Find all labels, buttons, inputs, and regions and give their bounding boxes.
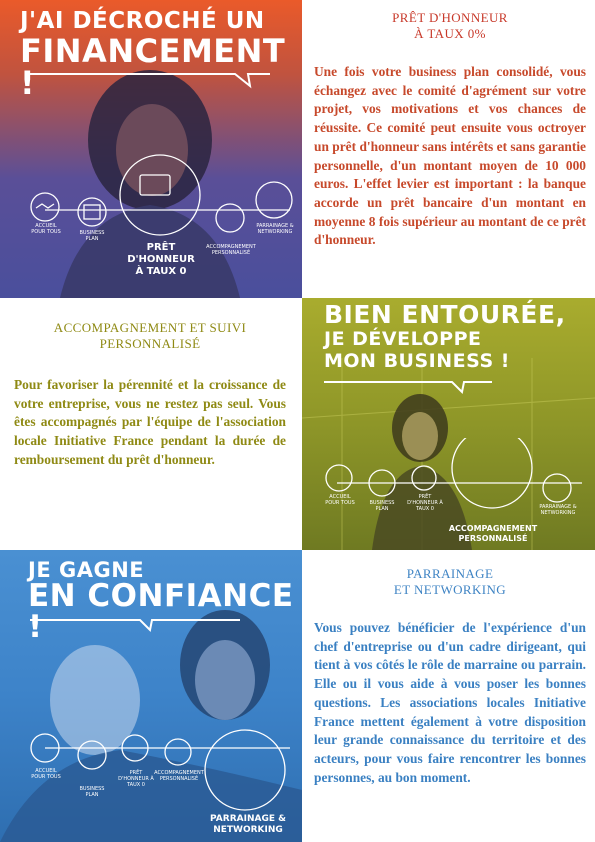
icon-label-parrainage: PARRAINAGE & NETWORKING bbox=[256, 223, 294, 235]
accompagnement-section bbox=[14, 320, 286, 470]
icon-label-business: BUSINESS PLAN bbox=[79, 230, 105, 242]
pret-honneur-section bbox=[314, 10, 586, 250]
section1-title-line2: À TAUX 0% bbox=[414, 26, 486, 41]
speech-bubble-line bbox=[0, 612, 302, 642]
icon-label-pret: PRÊT D'HONNEUR À TAUX 0 bbox=[407, 494, 443, 512]
icon-label-accueil: ACCUEIL POUR TOUS bbox=[31, 768, 61, 780]
icon-label-parrainage: PARRAINAGE & NETWORKING bbox=[539, 504, 577, 516]
panel1-headline-line2: FINANCEMENT ! bbox=[20, 32, 286, 102]
icon-label-accompagnement: ACCOMPAGNEMENT PERSONNALISÉ bbox=[154, 770, 204, 782]
speech-bubble-line bbox=[302, 374, 595, 404]
panel3-headline-line1: JE GAGNE bbox=[28, 558, 145, 582]
icon-label-pret: PRÊT D'HONNEUR À TAUX 0 bbox=[127, 242, 195, 277]
panel2-headline-line2: JE DÉVELOPPE bbox=[324, 328, 482, 350]
icon-label-accueil: ACCUEIL POUR TOUS bbox=[31, 223, 61, 235]
entouree-panel bbox=[302, 298, 595, 550]
icon-label-accompagnement: ACCOMPAGNEMENT PERSONNALISÉ bbox=[206, 244, 256, 256]
icon-label-pret: PRÊT D'HONNEUR À TAUX 0 bbox=[118, 770, 154, 788]
financement-panel bbox=[0, 0, 302, 298]
confiance-panel bbox=[0, 550, 302, 842]
icon-label-accueil: ACCUEIL POUR TOUS bbox=[325, 494, 355, 506]
section3-title-line1: PARRAINAGE bbox=[406, 566, 494, 581]
panel3-headline-line2: EN CONFIANCE ! bbox=[28, 578, 294, 645]
section1-body: Une fois votre business plan consolidé, vous échangez avec le comité d'agrément sur votre projet, vos motivations et vos chances de réussite. Ce comité peut ensuite vous octroyer un prêt d'honneur sans intérêts et sans garantie personnelle, d'un montant moyen de 10 000 euros. L'effet levier est important : la banque accorde un prêt bancaire d'un montant en moyenne 8 fois supérieur au montant de ce prêt d'honneur. bbox=[314, 64, 586, 248]
section2-title-line2: PERSONNALISÉ bbox=[99, 336, 201, 351]
icon-label-parrainage: PARRAINAGE & NETWORKING bbox=[210, 814, 286, 835]
section1-title-line1: PRÊT D'HONNEUR bbox=[392, 10, 508, 25]
speech-bubble-line bbox=[0, 66, 300, 96]
section3-body: Vous pouvez bénéficier de l'expérience d'un chef d'entreprise ou d'un cadre dirigeant, qui tient à vos côtés le rôle de marraine ou parrain. Elle ou il vous aide à vous poser les bonnes questions. Les associations locales Initiative France mettent également à votre disposition leur grande connaissance du territoire et des acteurs, pour vous faire rencontrer les bonnes personnes, au bon moment. bbox=[314, 620, 586, 785]
parrainage-section bbox=[314, 566, 586, 787]
panel2-headline-line3: MON BUSINESS ! bbox=[324, 350, 510, 372]
section2-title-line1: ACCOMPAGNEMENT ET SUIVI bbox=[53, 320, 247, 335]
icon-label-accompagnement: ACCOMPAGNEMENT PERSONNALISÉ bbox=[448, 524, 538, 543]
section3-title-line2: ET NETWORKING bbox=[393, 582, 507, 597]
section2-body: Pour favoriser la pérennité et la croissance de votre entreprise, vous ne restez pas seul. Vous êtes accompagnés par l'équipe de l'association locale Initiative France pendant la durée de remboursement du prêt d'honneur. bbox=[14, 377, 286, 467]
panel1-headline-line1: J'AI DÉCROCHÉ UN bbox=[20, 8, 265, 34]
panel2-headline-line1: BIEN ENTOURÉE, bbox=[324, 300, 566, 329]
icon-label-business: BUSINESS PLAN bbox=[369, 500, 395, 512]
icon-label-business: BUSINESS PLAN bbox=[79, 786, 105, 798]
